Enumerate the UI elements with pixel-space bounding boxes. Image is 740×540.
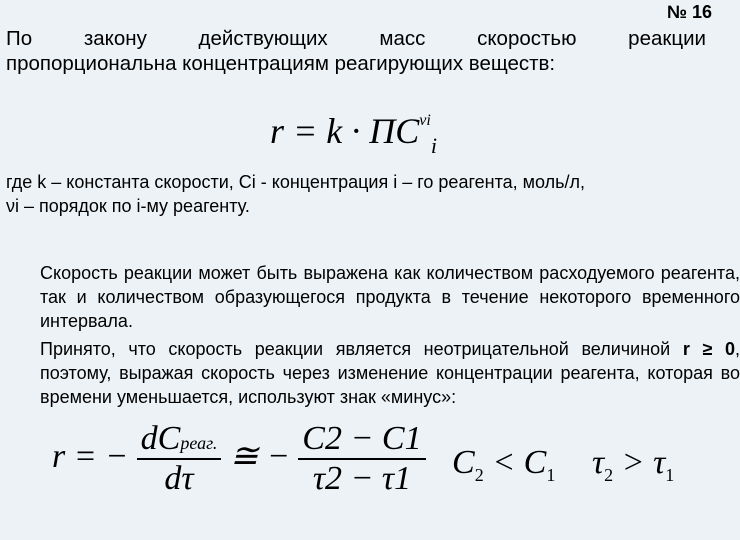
definitions-line-1: где k – константа скорости, Ci - концентрация i – го реагента, моль/л, bbox=[6, 172, 586, 192]
derivative-denominator: dτ bbox=[164, 460, 194, 497]
time-op: > τ bbox=[613, 444, 666, 481]
rate-law-sup: νi bbox=[419, 112, 431, 129]
difference-numerator: C2 − C1 bbox=[298, 420, 425, 460]
concentration-op: < C bbox=[483, 444, 547, 481]
difference-denominator: τ2 − τ1 bbox=[312, 460, 412, 497]
sign-convention-text-1: Принято, что скорость реакции является неотрицательной величиной bbox=[40, 339, 683, 359]
rate-derivative-lhs: r = − bbox=[52, 437, 129, 475]
sign-convention-bold: r ≥ 0 bbox=[682, 339, 735, 359]
approx-sign: ≅ − bbox=[229, 437, 290, 475]
concentration-sub-2: 2 bbox=[474, 465, 484, 485]
time-sub-2: 2 bbox=[604, 465, 614, 485]
time-sub-1: 1 bbox=[665, 465, 675, 485]
slide-number: № 16 bbox=[666, 2, 712, 22]
time-inequality bbox=[592, 444, 675, 485]
derivative-numerator-sub: реаг. bbox=[180, 433, 218, 453]
concentration-c2: C bbox=[452, 444, 475, 481]
derivative-fraction bbox=[137, 420, 222, 498]
difference-fraction bbox=[298, 420, 425, 498]
rate-derivative-formula bbox=[52, 420, 426, 498]
rate-law-sub: i bbox=[430, 133, 437, 158]
intro-line-2: пропорциональна концентрациям реагирующих веществ: bbox=[6, 51, 556, 75]
time-tau2: τ bbox=[592, 444, 605, 481]
rate-law-c: C bbox=[395, 111, 420, 151]
rate-law-formula bbox=[270, 110, 437, 158]
sign-convention-text-2: , поэтому, выражая скорость через изменение концентрации реагента, которая во времени уменьшается, используют знак «минус»: bbox=[40, 339, 740, 407]
definitions-line-2: νi – порядок по i-му реагенту. bbox=[6, 196, 250, 217]
concentration-sub-1: 1 bbox=[546, 465, 556, 485]
definitions-paragraph bbox=[6, 170, 706, 219]
derivative-numerator: dC bbox=[140, 420, 181, 457]
concentration-inequality bbox=[452, 444, 556, 485]
rate-law-lhs: r = k · П bbox=[270, 111, 396, 151]
sign-convention-paragraph bbox=[6, 338, 740, 410]
intro-paragraph bbox=[6, 27, 706, 76]
intro-line-1: По закону действующих масс скоростью реакции bbox=[6, 27, 706, 50]
rate-expression-paragraph: Скорость реакции может быть выражена как количеством расходуемого реагента, так и количеством образующегося продукта в течение некоторого временного интервала. bbox=[40, 263, 740, 331]
